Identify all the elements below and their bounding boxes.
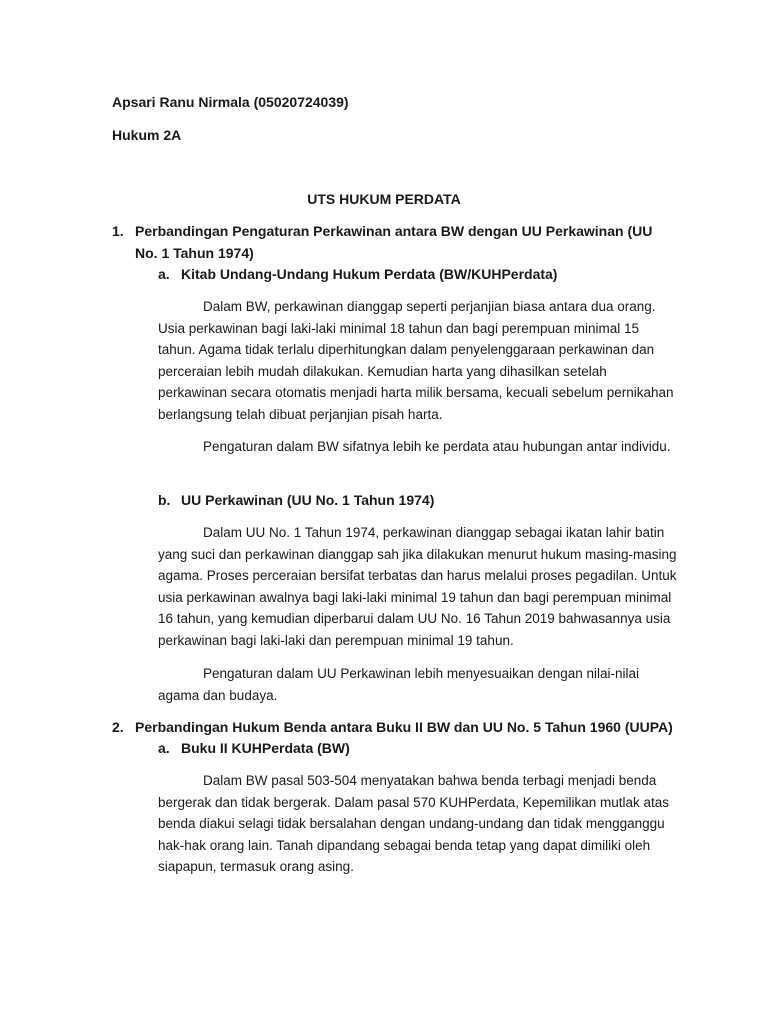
- section-2-number: 2.: [112, 719, 124, 735]
- author-line: Apsari Ranu Nirmala (05020724039): [112, 94, 349, 110]
- section-1a-paragraph-1: Dalam BW, perkawinan dianggap seperti perjanjian biasa antara dua orang. Usia perkawinan bagi laki-laki minimal 18 tahun dan bagi perempuan minimal 15 tahun. Agama tidak terlalu diperhitungkan dalam penyelenggaraan perkawinan dan perceraian lebih mudah dilakukan. Kemudian harta yang dihasilkan setelah perkawinan secara otomatis menjadi harta milik bersama, kecuali sebelum pernikahan berlangsung telah dibuat perjanjian pisah harta.: [158, 299, 674, 422]
- section-2a-heading: Buku II KUHPerdata (BW): [181, 740, 350, 756]
- section-1b-letter: b.: [158, 492, 171, 508]
- section-1-number: 1.: [112, 223, 124, 239]
- class-line: Hukum 2A: [112, 127, 182, 143]
- section-1b-paragraph-2: Pengaturan dalam UU Perkawinan lebih menyesuaikan dengan nilai-nilai agama dan budaya.: [158, 666, 640, 703]
- section-1-heading: Perbandingan Pengaturan Perkawinan antara BW dengan UU Perkawinan (UU No. 1 Tahun 1974): [135, 223, 653, 261]
- section-2a-letter: a.: [158, 740, 170, 756]
- section-2-heading: Perbandingan Hukum Benda antara Buku II BW dan UU No. 5 Tahun 1960 (UUPA): [135, 719, 673, 735]
- section-1a-letter: a.: [158, 266, 170, 282]
- section-1b-paragraph-1: Dalam UU No. 1 Tahun 1974, perkawinan dianggap sebagai ikatan lahir batin yang suci dan perkawinan dianggap sah jika dilakukan menurut hukum masing-masing agama. Proses perceraian bersifat terbatas dan harus melalui proses pegadilan. Untuk usia perkawinan awalnya bagi laki-laki minimal 19 tahun dan bagi perempuan minimal 16 tahun, yang kemudian diperbarui dalam UU No. 16 Tahun 2019 bahwasannya usia perkawinan bagi laki-laki dan perempuan minimal 19 tahun.: [158, 525, 677, 648]
- section-1b-heading: UU Perkawinan (UU No. 1 Tahun 1974): [181, 492, 435, 508]
- section-2a-paragraph-1: Dalam BW pasal 503-504 menyatakan bahwa benda terbagi menjadi benda bergerak dan tidak bergerak. Dalam pasal 570 KUHPerdata, Kepemilikan mutlak atas benda diakui selagi tidak bersalahan dengan undang-undang dan tidak mengganggu hak-hak orang lain. Tanah dipandang sebagai benda tetap yang dapat dimiliki oleh siapapun, termasuk orang asing.: [158, 773, 670, 875]
- section-1a-heading: Kitab Undang-Undang Hukum Perdata (BW/KUHPerdata): [181, 266, 558, 282]
- document-title: UTS HUKUM PERDATA: [307, 191, 461, 207]
- section-1a-paragraph-2: Pengaturan dalam BW sifatnya lebih ke perdata atau hubungan antar individu.: [203, 439, 671, 454]
